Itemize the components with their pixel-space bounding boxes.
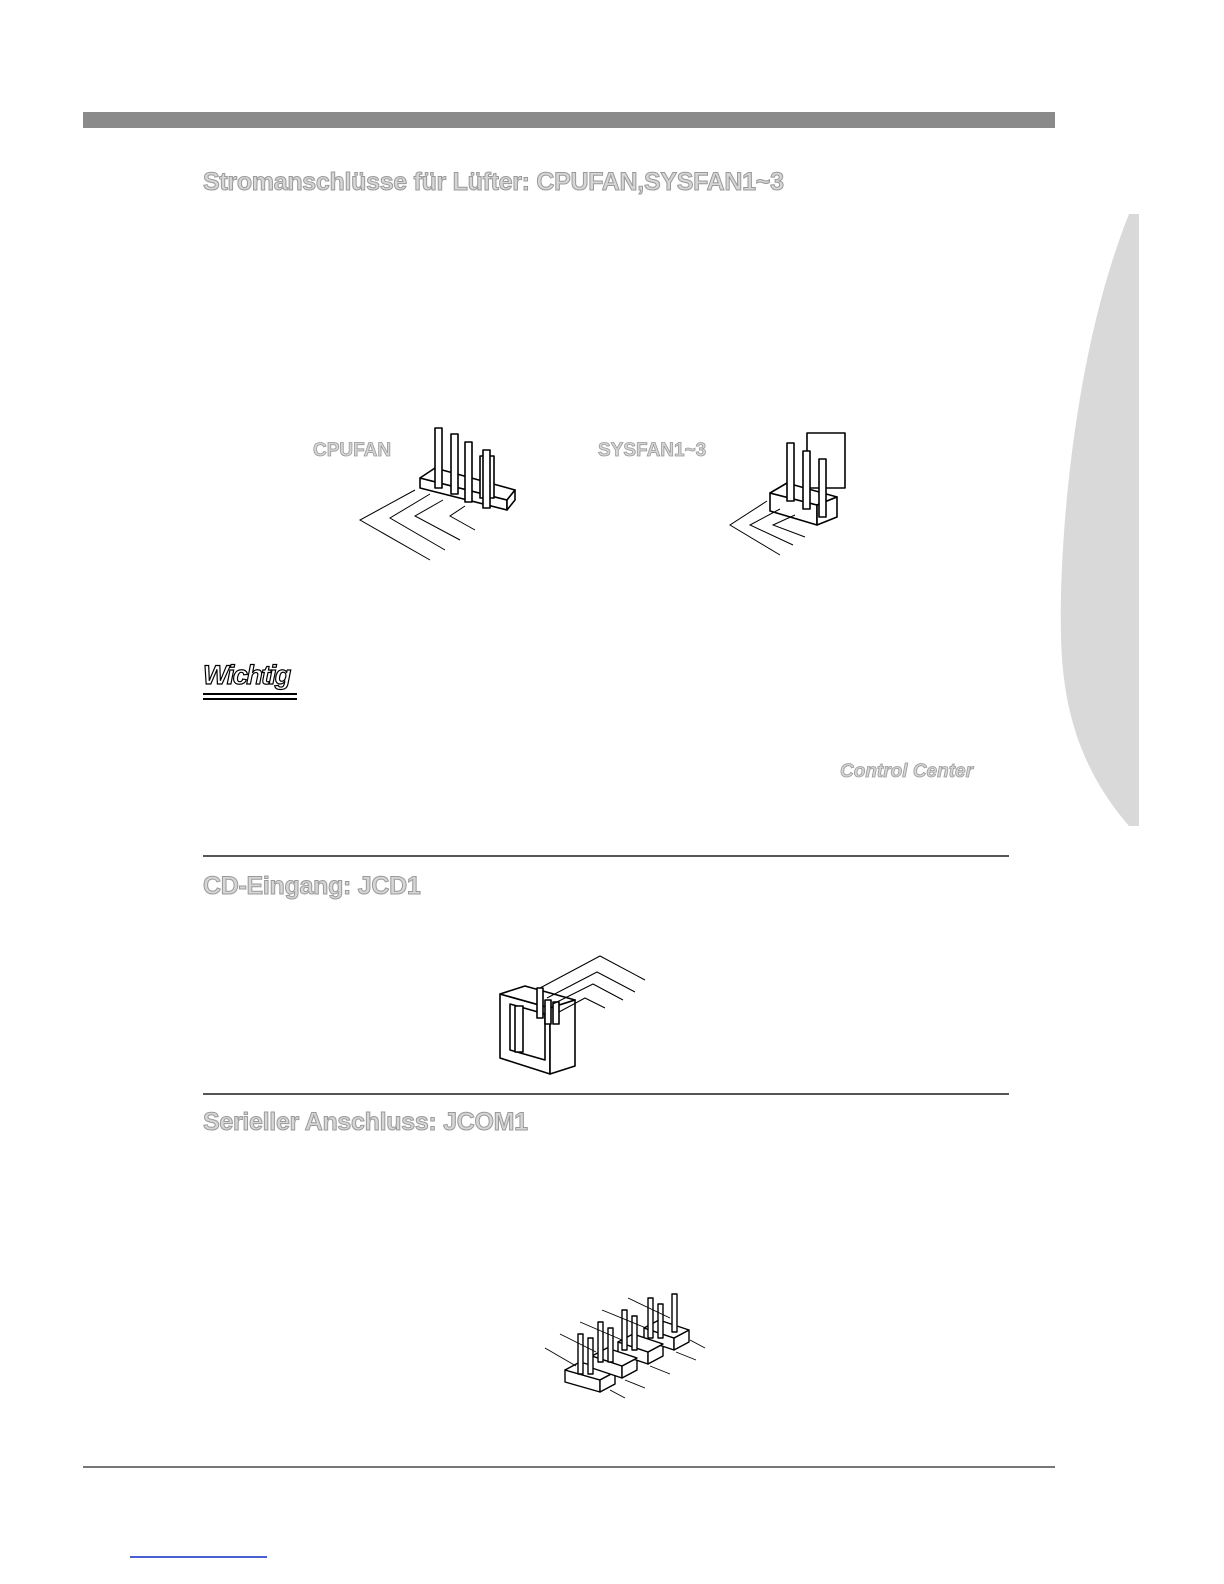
sysfan-connector-diagram <box>725 425 875 565</box>
section-divider <box>203 855 1009 857</box>
important-heading: Wichtig <box>203 660 290 690</box>
cpufan-label: CPUFAN <box>313 440 392 461</box>
jcd-connector-diagram <box>495 950 655 1080</box>
footer-link-underline[interactable] <box>130 1556 267 1558</box>
side-tab <box>1059 214 1139 826</box>
sysfan-label: SYSFAN1~3 <box>598 440 707 461</box>
important-underline-secondary <box>203 698 297 700</box>
fan-connectors-heading: Stromanschlüsse für Lüfter: CPUFAN,SYSFAN1~3 <box>203 168 784 196</box>
section-divider <box>203 1093 1009 1095</box>
control-center-label: Control Center <box>840 761 973 782</box>
important-underline <box>203 693 297 695</box>
jcom-connector-diagram <box>540 1290 710 1400</box>
cpufan-connector-diagram <box>355 420 515 570</box>
serial-port-heading: Serieller Anschluss: JCOM1 <box>203 1108 528 1136</box>
cd-input-heading: CD-Eingang: JCD1 <box>203 872 421 900</box>
header-bar <box>83 112 1055 128</box>
footer-rule <box>83 1466 1055 1468</box>
